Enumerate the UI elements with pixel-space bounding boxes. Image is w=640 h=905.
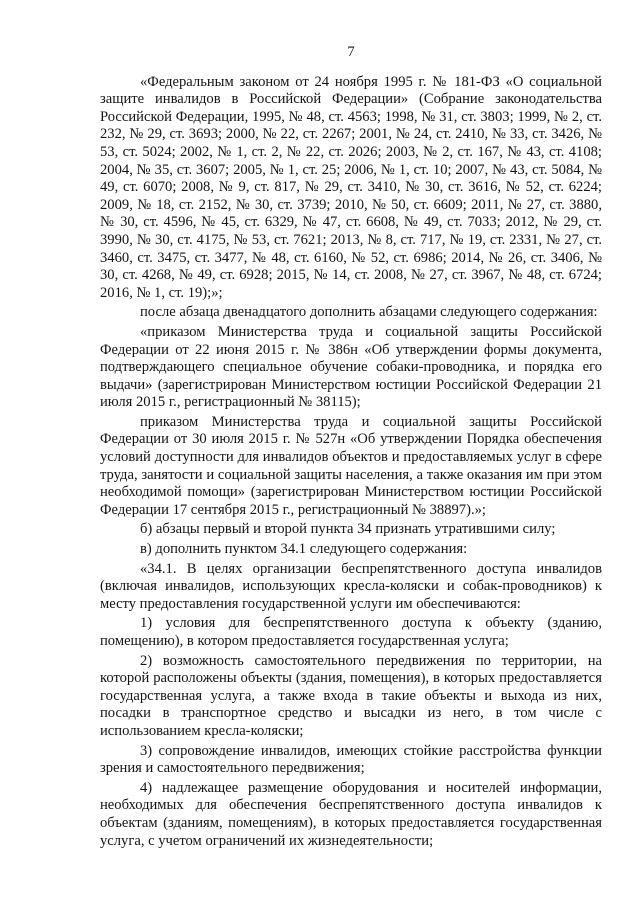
- page-number: 7: [347, 44, 355, 60]
- paragraph-item-b: б) абзацы первый и второй пункта 34 признать утратившими силу;: [140, 521, 556, 538]
- paragraph-item-v: в) дополнить пунктом 34.1 следующего содержания:: [140, 541, 468, 558]
- paragraph-after-twelfth: после абзаца двенадцатого дополнить абзацами следующего содержания:: [140, 304, 598, 321]
- paragraph-federal-law: «Федеральным законом от 24 ноября 1995 г. № 181-ФЗ «О социальной защите инвалидов в Российской Федерации» (Собрание законодательства Российской Федерации, 1995, № 48, ст. 4563; 1998, № 31, ст. 3803; 1999, № 2, ст. 232, № 29, ст. 3693; 2000, № 22, ст. 2267; 2001, № 24, ст. 2410, № 33, ст. 3426, № 53, ст. 5024; 2002, № 1, ст. 2, № 22, ст. 2026; 2003, № 2, ст. 167, № 43, ст. 4108; 2004, № 35, ст. 3607; 2005, № 1, ст. 25; 2006, № 1, ст. 10; 2007, № 43, ст. 5084, № 49, ст. 6070; 2008, № 9, ст. 817, № 29, ст. 3410, № 30, ст. 3616, № 52, ст. 6224; 2009, № 18, ст. 2152, № 30, ст. 3739; 2010, № 50, ст. 6609; 2011, № 27, ст. 3880, № 30, ст. 4596, № 45, ст. 6329, № 47, ст. 6608, № 49, ст. 7033; 2012, № 29, ст. 3990, № 30, ст. 4175, № 53, ст. 7621; 2013, № 8, ст. 717, № 19, ст. 2331, № 27, ст. 3460, ст. 3475, ст. 3477, № 48, ст. 6160, № 52, ст. 6986; 2014, № 26, ст. 3406, № 30, ст. 4268, № 49, ст. 6928; 2015, № 14, ст. 2008, № 27, ст. 3967, № 48, ст. 6724; 2016, № 1, ст. 19);»;: [100, 73, 602, 301]
- list-item-2: 2) возможность самостоятельного передвижения по территории, на которой расположены объекты (здания, помещения), в которых предоставляется государственная услуга, а также входа в такие объекты и выхода из них, посадки в транспортное средство и высадки из него, в том числе с использованием кресла-коляски;: [100, 652, 602, 739]
- paragraph-order-527n: приказом Министерства труда и социальной защиты Российской Федерации от 30 июля 2015 г. № 527н «Об утверждении Порядка обеспечения условий доступности для инвалидов объектов и предоставляемых услуг в сфере труда, занятости и социальной защиты населения, а также оказания им при этом необходимой помощи» (зарегистрирован Министерством юстиции Российской Федерации 17 сентября 2015 г., регистрационный № 38897).»;: [100, 413, 602, 518]
- list-item-1: 1) условия для беспрепятственного доступа к объекту (зданию, помещению), в котором предоставляется государственная услуга;: [100, 615, 602, 649]
- paragraph-34-1: «34.1. В целях организации беспрепятственного доступа инвалидов (включая инвалидов, использующих кресла-коляски и собак-проводников) к месту предоставления государственной услуги им обеспечиваются:: [100, 560, 602, 612]
- list-item-4: 4) надлежащее размещение оборудования и носителей информации, необходимых для обеспечения беспрепятственного доступа инвалидов к объектам (зданиям, помещениям), в которых предоставляется государственная услуга, с учетом ограничений их жизнедеятельности;: [100, 779, 602, 849]
- paragraph-order-386n: «приказом Министерства труда и социальной защиты Российской Федерации от 22 июня 2015 г. № 386н «Об утверждении формы документа, подтверждающего специальное обучение собаки-проводника, и порядка его выдачи» (зарегистрирован Министерством юстиции Российской Федерации 21 июля 2015 г., регистрационный № 38115);: [100, 323, 602, 411]
- list-item-3: 3) сопровождение инвалидов, имеющих стойкие расстройства функции зрения и самостоятельного передвижения;: [100, 742, 602, 777]
